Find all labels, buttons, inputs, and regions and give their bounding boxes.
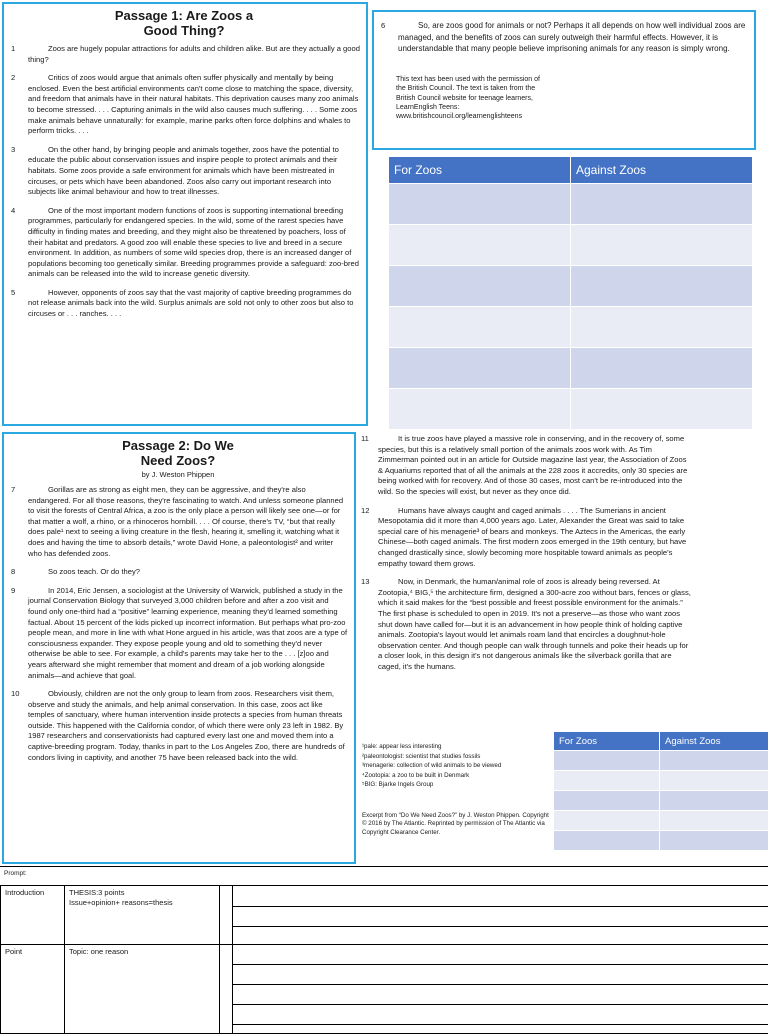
paragraph-number: 10 — [11, 689, 19, 700]
paragraph-7 — [8, 485, 348, 559]
paragraph-number: 9 — [11, 586, 15, 597]
against-zoos-cell[interactable] — [660, 771, 768, 791]
outline-lines-introduction[interactable] — [232, 885, 768, 945]
for-zoos-cell[interactable] — [389, 307, 571, 348]
against-zoos-cell[interactable] — [571, 307, 753, 348]
against-zoos-cell[interactable] — [660, 811, 768, 831]
prompt-label: Prompt: — [4, 870, 27, 877]
outline-gap — [219, 885, 233, 945]
footnote: ³menagerie: collection of wild animals to be viewed — [362, 761, 552, 771]
paragraph-10 — [8, 689, 348, 763]
outline-gap — [219, 944, 233, 1034]
paragraph-number: 3 — [11, 145, 15, 156]
paragraph-number: 8 — [11, 567, 15, 578]
paragraph-11 — [358, 434, 692, 498]
table-row — [554, 751, 768, 771]
table-row — [554, 771, 768, 791]
table-row — [389, 348, 753, 389]
against-zoos-cell[interactable] — [571, 266, 753, 307]
for-against-table-small — [553, 731, 768, 851]
passage2-byline: by J. Weston Phippen — [8, 470, 348, 479]
paragraph-text: Humans have always caught and caged animals . . . . The Sumerians in ancient Mesopotamia did it more than 4,000 years ago. Later, Alexander the Great was said to take special care of his menagerie³ of bears and monkeys. The Aztecs in the Americas, the early Chinese—both caged animals. The first modern zoos emerged in the 19th century, but have changed drastically since, slowly becoming more hospitable toward animals as people's empathy toward them grows. — [378, 506, 686, 568]
header-against-zoos: Against Zoos — [571, 157, 753, 184]
against-zoos-cell[interactable] — [571, 389, 753, 430]
paragraph-number: 6 — [381, 20, 385, 32]
passage2-paragraphs — [8, 485, 348, 763]
passage1-box — [2, 2, 368, 426]
against-zoos-cell[interactable] — [660, 831, 768, 851]
outline-desc-introduction: THESIS:3 points Issue+opinion+ reasons=thesis — [64, 885, 220, 945]
paragraph-8 — [8, 567, 348, 578]
footnotes — [362, 742, 552, 790]
credit-line: This text has been used with the permission of — [396, 75, 746, 84]
paragraph-text: So zoos teach. Or do they? — [48, 567, 140, 576]
for-zoos-cell[interactable] — [389, 348, 571, 389]
credit-line: LearnEnglish Teens: — [396, 103, 746, 112]
table-row — [389, 225, 753, 266]
essay-outline — [0, 866, 768, 1026]
footnote: ⁵BIG: Bjarke Ingels Group — [362, 780, 552, 790]
paragraph-12 — [358, 506, 692, 570]
paragraph-1 — [8, 44, 360, 65]
permission-credit — [378, 75, 746, 122]
paragraph-text: It is true zoos have played a massive role in conserving, and in the recovery of, some species, but this is a relatively small portion of the animals zoos work with. As Tim Zimmerman pointed out in an article for Outside magazine last year, the Association of Zoos & Aquariums reported that of all the animals at the 228 zoos it accredits, only 30 species are being worked with for recovery. And of those 30 cases, most can't be re-introduced into the wild. So the species will exist, but never as they once did. — [378, 434, 687, 496]
against-zoos-cell[interactable] — [660, 791, 768, 811]
paragraph-number: 1 — [11, 44, 15, 55]
outline-label-introduction: Introduction — [0, 885, 65, 945]
for-zoos-cell[interactable] — [389, 389, 571, 430]
table-row — [389, 389, 753, 430]
paragraph-9 — [8, 586, 348, 681]
outline-desc-point: Topic: one reason — [64, 944, 220, 1034]
paragraph-number: 11 — [361, 434, 369, 445]
paragraph-text: However, opponents of zoos say that the vast majority of captive breeding programmes do not release animals back into the wild. Surplus animals are sold not only to other zoos but also to circuses or . . . ranches. . . . — [28, 288, 353, 318]
for-zoos-cell[interactable] — [389, 266, 571, 307]
table-row — [554, 831, 768, 851]
footnote: ⁴Zootopia: a zoo to be built in Denmark — [362, 771, 552, 781]
outline-lines-point[interactable] — [232, 944, 768, 1034]
paragraph-text: Now, in Denmark, the human/animal role of zoos is already being reversed. At Zootopia,⁴ BIG,⁵ the architecture firm, designed a 300-acre zoo without bars, fences or glass, which it said makes for the “best possible and freest possible environment for the animals.” The first phase is scheduled to open in 2019. It's not a preserve—as those who want zoos shut down have called for—but it is an advancement in how people think of holding captive animals. Zootopia's layout would let animals roam land that encircles a doughnut-hole observation center. And though people can walk through tunnels and poke their heads up for a closer look, in this design it's not dangerous animals like the silverback gorilla that are caged, it's the humans. — [378, 577, 691, 671]
credit-line: www.britishcouncil.org/learnenglishteens — [396, 112, 746, 121]
for-zoos-cell[interactable] — [389, 225, 571, 266]
header-for-zoos: For Zoos — [389, 157, 571, 184]
paragraph-3 — [8, 145, 360, 198]
table-row — [554, 791, 768, 811]
for-zoos-cell[interactable] — [554, 831, 660, 851]
against-zoos-cell[interactable] — [571, 225, 753, 266]
header-for-zoos: For Zoos — [554, 732, 660, 751]
paragraph-2 — [8, 73, 360, 137]
table-row — [554, 811, 768, 831]
credit-line: the British Council. The text is taken from the — [396, 84, 746, 93]
paragraph-text: Gorillas are as strong as eight men, they can be aggressive, and they're also endangered. For all those reasons, they're fascinating to watch. And unless someone planned to visit the forests of Central Africa, a zoo is the only place a person will likely see one—or for that matter a wolf, a rhino, or a rhinoceros hornbill. . . . Of course, there's TV, “but that really does pale¹ next to seeing a living creature in the flesh, hearing it, smelling it, watching what it does and having the time to absorb details,” wrote David Hone, a paleontologist² and writer who has defended zoos. — [28, 485, 343, 558]
table-row — [389, 266, 753, 307]
excerpt-credit: Excerpt from “Do We Need Zoos?” by J. Weston Phippen. Copyright © 2016 by The Atlantic. Reprinted by permission of The Atlantic via Copyright Clearance Center. — [362, 812, 552, 837]
for-zoos-cell[interactable] — [389, 184, 571, 225]
paragraph-5 — [8, 288, 360, 320]
paragraph-number: 12 — [361, 506, 369, 517]
for-zoos-cell[interactable] — [554, 771, 660, 791]
table-row — [389, 307, 753, 348]
table-row — [389, 184, 753, 225]
paragraph-text: Critics of zoos would argue that animals often suffer physically and mentally by being enclosed. Even the best artificial environments can't come close to matching the space, diversity, and freedom that animals have in their natural habitats. This deprivation causes many zoo animals to become stressed. . . . Capturing animals in the wild also causes much suffering. . . . Some zoos make animals behave unnaturally: for example, marine parks often force dolphins and whales to perform tricks. . . . — [28, 73, 358, 135]
paragraph-text: One of the most important modern functions of zoos is supporting international breeding programmes, particularly for endangered species. In the wild, some of the rarest species have difficulty in finding mates and breeding, and they might also be threatened by poachers, loss of their habitat and predators. A good zoo will enable these species to live and breed in a secure environment. In addition, as numbers of some wild species drop, there is an increased danger of populations becoming too genetically similar. Breeding programmes provide a safeguard: zoo-bred animals can be released into the wild to increase genetic diversity. — [28, 206, 359, 279]
passage1-title: Passage 1: Are Zoos a Good Thing? — [8, 8, 360, 38]
against-zoos-cell[interactable] — [571, 348, 753, 389]
outline-label-point: Point — [0, 944, 65, 1034]
passage2-title: Passage 2: Do We Need Zoos? — [8, 438, 348, 468]
for-against-table-large — [388, 156, 753, 430]
against-zoos-cell[interactable] — [660, 751, 768, 771]
paragraph-number: 2 — [11, 73, 15, 84]
header-against-zoos: Against Zoos — [660, 732, 768, 751]
paragraph-number: 7 — [11, 485, 15, 496]
passage1-continued-box — [372, 10, 756, 150]
paragraph-text: On the other hand, by bringing people and animals together, zoos have the potential to educate the public about conservation issues and inspire people to protect animals and their habitats. Some zoos provide a safe environment for animals which have been mistreated in circuses, or pets which have been abandoned. Zoos also carry out important research into subjects like animal behaviour and how to treat illnesses. — [28, 145, 339, 196]
passage2-continued-paragraphs — [358, 434, 692, 672]
credit-line: British Council website for teenage learners, — [396, 94, 746, 103]
paragraph-6 — [378, 20, 746, 55]
passage2-box — [2, 432, 356, 864]
paragraph-text: Zoos are hugely popular attractions for adults and children alike. But are they actually a good thing? — [28, 44, 360, 64]
paragraph-number: 4 — [11, 206, 15, 217]
paragraph-4 — [8, 206, 360, 280]
paragraph-13 — [358, 577, 692, 672]
paragraph-text: In 2014, Eric Jensen, a sociologist at the University of Warwick, published a study in the journal Conservation Biology that surveyed 3,000 children before and after a zoo visit and found only one-third had a “positive” learning experience, meaning they'd learned something factual. About 15 percent of the kids picked up incorrect information. But perhaps what pro-zoo people mean, and more in line with what Hone argued in his article, was that zoos are a type of consciousness expander. They expose people young and old to something they'd never otherwise be able to see. For example, a child's parents may take her to the . . . [z]oo and years afterward she might remember that moment and dream of a job working alongside animals—and achieve that goal. — [28, 586, 347, 680]
passage2-continued — [358, 434, 696, 680]
footnote: ²paleontologist: scientist that studies fossils — [362, 752, 552, 762]
paragraph-number: 5 — [11, 288, 15, 299]
for-zoos-cell[interactable] — [554, 791, 660, 811]
for-zoos-cell[interactable] — [554, 751, 660, 771]
against-zoos-cell[interactable] — [571, 184, 753, 225]
paragraph-text: So, are zoos good for animals or not? Perhaps it all depends on how well individual zoos are managed, and the benefits of zoos can surely outweigh their harmful effects. However, it is understandable that many people believe imprisoning animals for any reason is simply wrong. — [398, 21, 745, 53]
for-zoos-cell[interactable] — [554, 811, 660, 831]
paragraph-text: Obviously, children are not the only group to learn from zoos. Researchers visit them, observe and study the animals, and help animal conservation. In this case, zoos act like temples of sanctuary, where human intervention inside protects a species from human threats outside. This happened with the California condor, of which there were only 23 left in 1982. By 1987 researchers and conservationists had captured every last one and moved them into a captive-breeding program. Today, thanks in part to the Los Angeles Zoo, there are hundreds of condors living in captivity, and another 75 have been released back into the wild. — [28, 689, 345, 762]
footnote: ¹pale: appear less interesting — [362, 742, 552, 752]
paragraph-number: 13 — [361, 577, 369, 588]
passage1-paragraphs — [8, 44, 360, 320]
